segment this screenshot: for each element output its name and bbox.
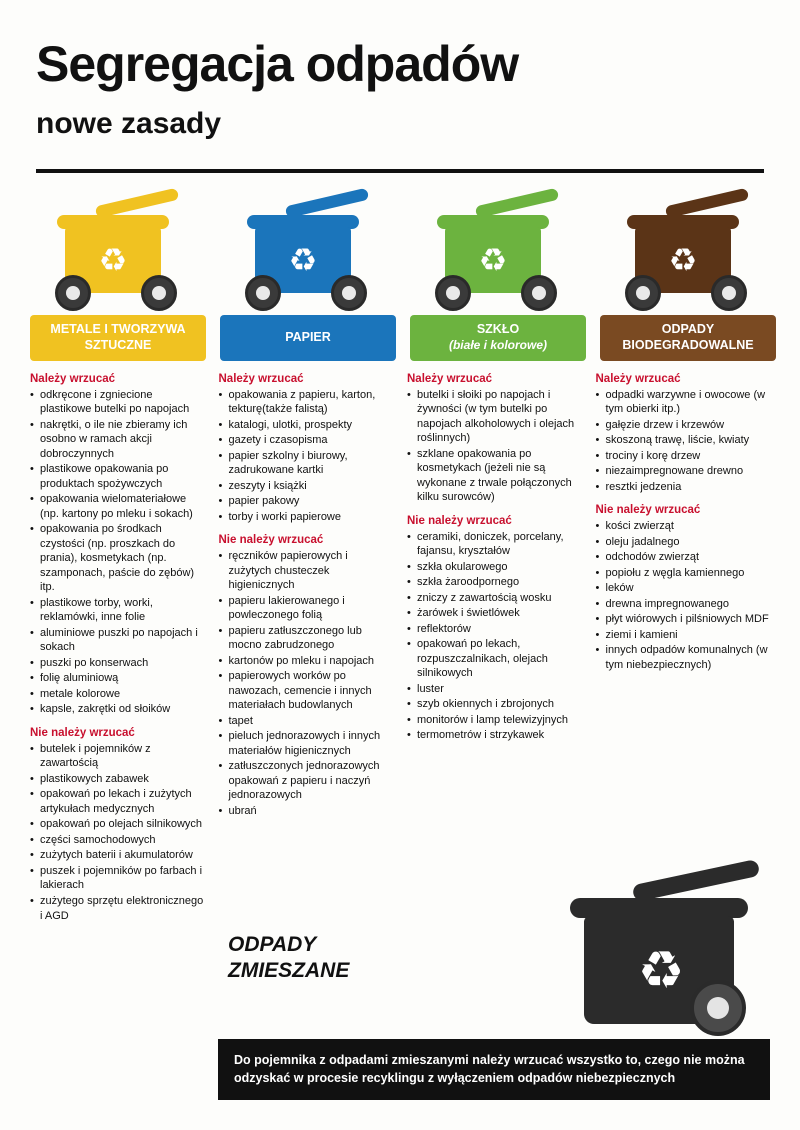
list-item: • opakowań po lekach, rozpuszczalnikach, olejach silnikowych <box>407 637 582 681</box>
list-item: • pieluch jednorazowych i innych materiałów higienicznych <box>219 729 394 758</box>
list-item: • butelek i pojemników z zawartością <box>30 742 205 771</box>
bin-column-papier <box>220 191 396 361</box>
page-subtitle: nowe zasady <box>36 106 222 140</box>
bin-icon-bio <box>613 191 763 307</box>
bin-sublabel-text: (białe i kolorowe) <box>448 337 547 352</box>
heading-reject: Nie należy wrzucać <box>595 504 701 517</box>
list-item: • opakowania po środkach czystości (np. proszkach do prania), kosmetykach (np. szamponach, paście do zębów) itp. <box>30 522 205 595</box>
list-item: • kartonów po mleku i napojach <box>219 654 394 669</box>
list-item: • aluminiowe puszki po napojach i sokach <box>30 626 205 655</box>
bin-label-papier <box>220 315 396 361</box>
list-item: • zniczy z zawartością wosku <box>407 591 582 606</box>
bin-label-text: ODPADY BIODEGRADOWALNE <box>622 321 754 352</box>
list-item: • opakowań po olejach silnikowych <box>30 817 205 832</box>
mixed-waste-note: Do pojemnika z odpadami zmieszanymi należy wrzucać wszystko to, czego nie można odzyskać w procesie recyklingu z wyłączeniem odpadów niebezpiecznych <box>218 1039 770 1101</box>
list-item: • opakowania wielomateriałowe (np. kartony po mleku i sokach) <box>30 492 205 521</box>
list-item: • szkła żaroodpornego <box>407 575 582 590</box>
list-item: • plastikowe opakowania po produktach spożywczych <box>30 462 205 491</box>
mixed-waste-title-line2: ZMIESZANE <box>228 959 350 983</box>
list-item: • nakrętki, o ile nie zbieramy ich osobno w ramach akcji dobroczynnych <box>30 418 205 462</box>
list-item: • papieru zatłuszczonego lub mocno zabrudzonego <box>219 624 394 653</box>
list-item: • odkręcone i zgniecione plastikowe butelki po napojach <box>30 388 205 417</box>
recycle-icon: ♻ <box>478 241 508 278</box>
list-reject-papier <box>219 549 394 818</box>
column-metale <box>30 373 205 925</box>
list-item: • oleju jadalnego <box>596 535 771 550</box>
list-item: • popiołu z węgla kamiennego <box>596 566 771 581</box>
list-item: • zużytego sprzętu elektronicznego i AGD <box>30 894 205 923</box>
heading-reject: Nie należy wrzucać <box>407 514 512 527</box>
list-item: • opakowania z papieru, karton, tekturę(także falistą) <box>219 388 394 417</box>
recycle-icon: ♻ <box>668 241 698 278</box>
heading-accept: Należy wrzucać <box>218 372 304 385</box>
list-reject-szklo <box>407 530 582 743</box>
recycle-icon: ♻ <box>288 241 318 278</box>
list-item: • szklane opakowania po kosmetykach (jeżeli nie są wykonane z trwale połączonych kilku surowców) <box>407 447 582 505</box>
mixed-waste-title-line1: ODPADY <box>228 933 317 956</box>
list-item: • metale kolorowe <box>30 687 205 702</box>
list-item: • kapsle, zakrętki od słoików <box>30 702 205 717</box>
bin-column-szklo <box>410 191 586 361</box>
recycle-icon: ♻ <box>637 942 685 1000</box>
page-title: Segregacja odpadów <box>36 36 519 92</box>
bin-column-metale <box>30 191 206 361</box>
list-accept-papier <box>219 388 394 525</box>
list-item: • żarówek i świetlówek <box>407 606 582 621</box>
list-item: • ubrań <box>219 804 394 819</box>
list-item: • tapet <box>219 714 394 729</box>
column-szklo <box>407 373 582 925</box>
list-item: • papierowych worków po nawozach, cemencie i innych materiałach budowlanych <box>219 669 394 713</box>
bin-column-bio <box>600 191 776 361</box>
list-item: • drewna impregnowanego <box>596 597 771 612</box>
list-accept-bio <box>596 388 771 495</box>
list-item: • odpadki warzywne i owocowe (w tym obierki itp.) <box>596 388 771 417</box>
list-accept-szklo <box>407 388 582 505</box>
list-item: • zatłuszczonych jednorazowych opakowań z papieru i naczyń jednorazowych <box>219 759 394 803</box>
list-item: • opakowań po lekach i zużytych artykułach medycznych <box>30 787 205 816</box>
bin-label-text: PAPIER <box>285 329 331 344</box>
list-item: • termometrów i strzykawek <box>407 728 582 743</box>
list-item: • reflektorów <box>407 622 582 637</box>
list-item: • niezaimpregnowane drewno <box>596 464 771 479</box>
list-item: • luster <box>407 682 582 697</box>
list-item: • resztki jedzenia <box>596 480 771 495</box>
list-item: • papier pakowy <box>219 494 394 509</box>
list-item: • szkła okularowego <box>407 560 582 575</box>
column-bio <box>596 373 771 925</box>
list-item: • ręczników papierowych i zużytych chusteczek higienicznych <box>219 549 394 593</box>
list-item: • skoszoną trawę, liście, kwiaty <box>596 433 771 448</box>
bin-label-text: METALE I TWORZYWA SZTUCZNE <box>50 321 186 352</box>
list-item: • butelki i słoiki po napojach i żywności (w tym butelki po napojach alkoholowych i olejach roślinnych) <box>407 388 582 446</box>
content-columns <box>30 373 770 925</box>
list-item: • plastikowe torby, worki, reklamówki, inne folie <box>30 596 205 625</box>
list-item: • puszek i pojemników po farbach i lakierach <box>30 864 205 893</box>
list-item: • odchodów zwierząt <box>596 550 771 565</box>
bin-label-bio <box>600 315 776 361</box>
list-item: • innych odpadów komunalnych (w tym niebezpiecznych) <box>596 643 771 672</box>
list-item: • monitorów i lamp telewizyjnych <box>407 713 582 728</box>
list-item: • części samochodowych <box>30 833 205 848</box>
list-item: • folię aluminiową <box>30 671 205 686</box>
list-item: • trociny i korę drzew <box>596 449 771 464</box>
list-item: • papieru lakierowanego i powleczonego folią <box>219 594 394 623</box>
list-item: • torby i worki papierowe <box>219 510 394 525</box>
mixed-bin-icon <box>540 870 770 1030</box>
heading-reject: Nie należy wrzucać <box>218 534 324 547</box>
list-item: • szyb okiennych i zbrojonych <box>407 697 582 712</box>
recycle-icon: ♻ <box>98 241 128 278</box>
list-item: • kości zwierząt <box>596 519 771 534</box>
list-item: • płyt wiórowych i pilśniowych MDF <box>596 612 771 627</box>
list-item: • papier szkolny i biurowy, zadrukowane kartki <box>219 449 394 478</box>
bin-icon-papier <box>233 191 383 307</box>
list-item: • gazety i czasopisma <box>219 433 394 448</box>
mixed-waste-title <box>228 932 458 985</box>
mixed-waste-block <box>218 870 770 1100</box>
bin-label-szklo <box>410 315 586 361</box>
list-item: • puszki po konserwach <box>30 656 205 671</box>
bin-label-metale <box>30 315 206 361</box>
bin-icon-metale <box>43 191 193 307</box>
heading-reject: Nie należy wrzucać <box>30 726 135 739</box>
heading-accept: Należy wrzucać <box>595 372 681 385</box>
list-item: • zeszyty i książki <box>219 479 394 494</box>
heading-accept: Należy wrzucać <box>407 372 493 385</box>
list-item: • ziemi i kamieni <box>596 628 771 643</box>
list-item: • leków <box>596 581 771 596</box>
header <box>0 0 800 141</box>
bin-row <box>30 191 770 361</box>
list-reject-metale <box>30 742 205 923</box>
bin-label-text: SZKŁO <box>476 322 520 337</box>
list-reject-bio <box>596 519 771 672</box>
divider <box>36 169 764 173</box>
column-papier <box>219 373 394 925</box>
bin-icon-szklo <box>423 191 573 307</box>
list-item: • plastikowych zabawek <box>30 772 205 787</box>
heading-accept: Należy wrzucać <box>30 372 116 385</box>
list-accept-metale <box>30 388 205 717</box>
list-item: • ceramiki, doniczek, porcelany, fajansu, kryształów <box>407 530 582 559</box>
list-item: • gałęzie drzew i krzewów <box>596 418 771 433</box>
list-item: • zużytych baterii i akumulatorów <box>30 848 205 863</box>
list-item: • katalogi, ulotki, prospekty <box>219 418 394 433</box>
